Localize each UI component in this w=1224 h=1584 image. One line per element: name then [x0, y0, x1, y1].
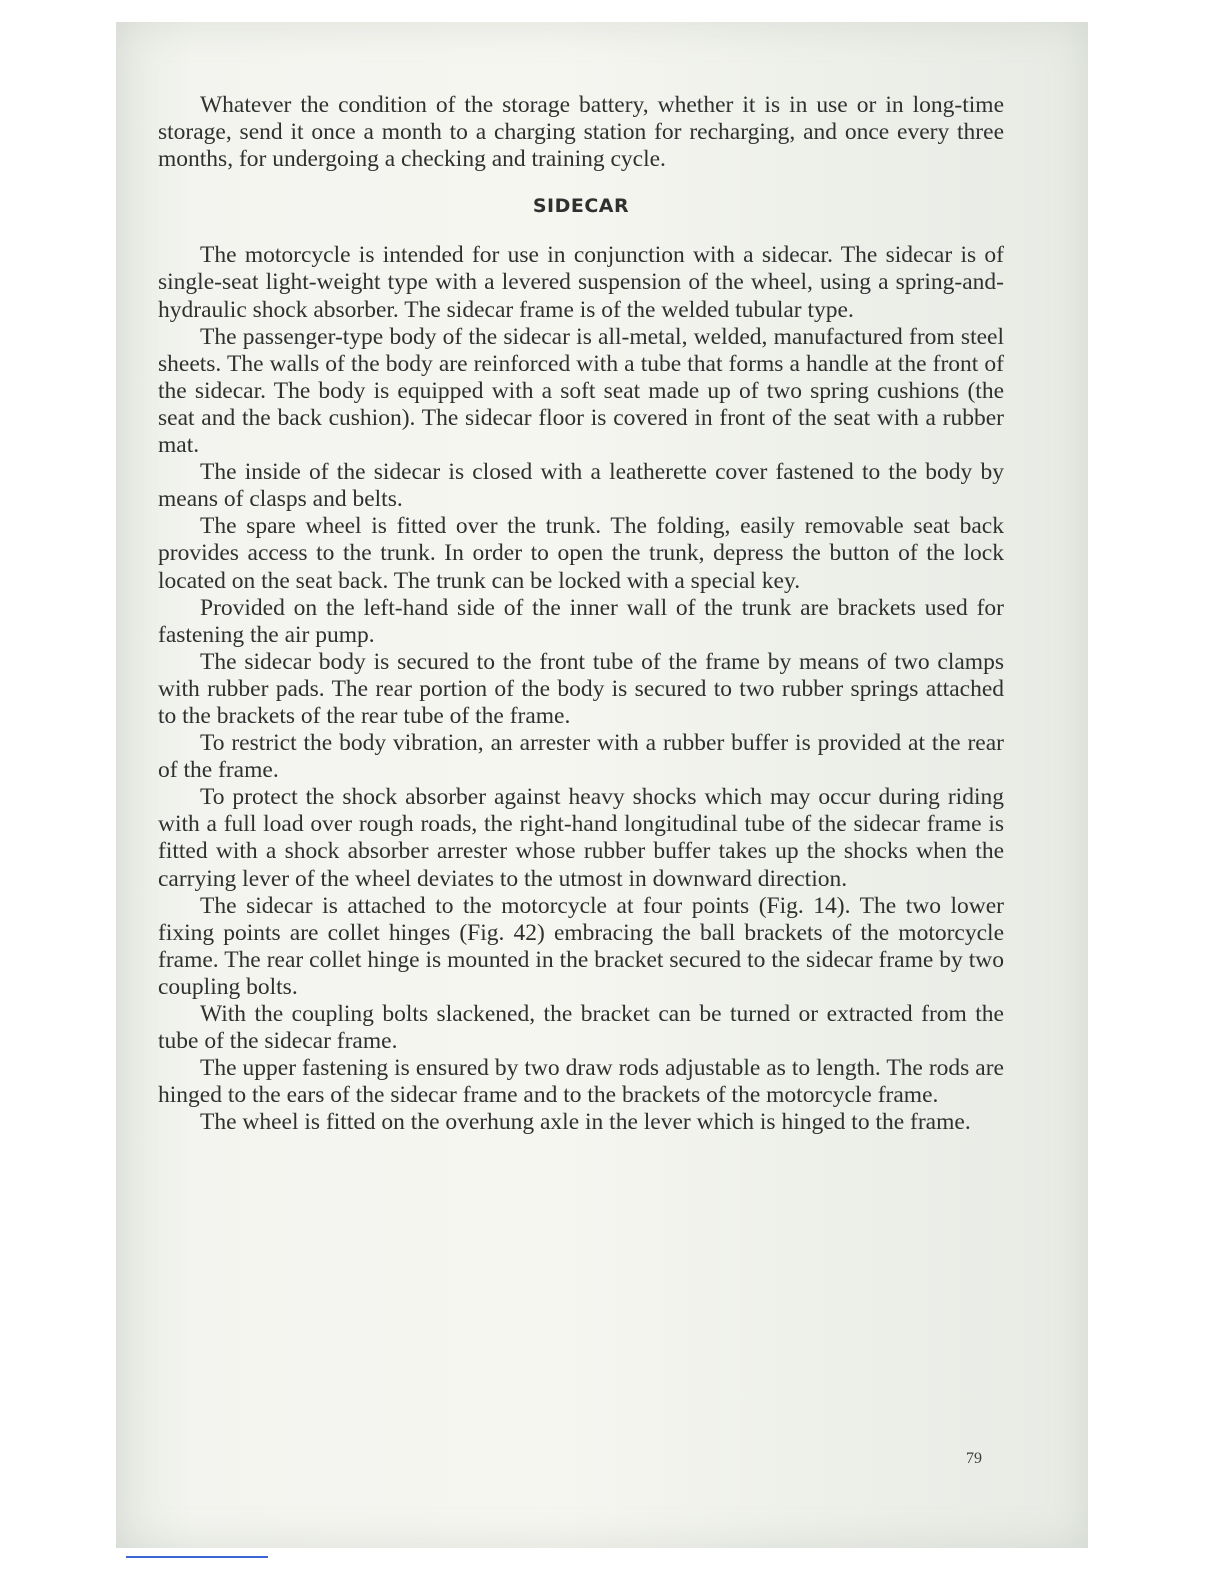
paragraph: The inside of the sidecar is closed with a leatherette cover fastened to the body by means of clasps and belts.	[158, 459, 1004, 513]
document-body	[158, 92, 1004, 1136]
footer-rule	[126, 1556, 268, 1558]
paragraph: The wheel is fitted on the overhung axle in the lever which is hinged to the frame.	[200, 1109, 971, 1136]
paragraph: To protect the shock absorber against heavy shocks which may occur during riding with a full load over rough roads, the right-hand longitudinal tube of the sidecar frame is fitted with a shock absorber arrester whose rubber buffer takes up the shocks when the carrying lever of the wheel deviates to the utmost in downward direction.	[158, 784, 1004, 892]
paragraph: The passenger-type body of the sidecar is all-metal, welded, manufactured from steel sheets. The walls of the body are reinforced with a tube that forms a handle at the front of the sidecar. The body is equipped with a soft seat made up of two spring cushions (the seat and the back cushion). The sidecar floor is covered in front of the seat with a rubber mat.	[158, 323, 1004, 459]
paragraph: The sidecar is attached to the motorcycle at four points (Fig. 14). The two lower fixing points are collet hinges (Fig. 42) embracing the ball brackets of the motorcycle frame. The rear collet hinge is mounted in the bracket secured to the sidecar frame by two coupling bolts.	[158, 892, 1004, 1000]
paragraph: To restrict the body vibration, an arrester with a rubber buffer is provided at the rear of the frame.	[158, 730, 1004, 784]
paragraph: The sidecar body is secured to the front tube of the frame by means of two clamps with rubber pads. The rear portion of the body is secured to two rubber springs attached to the brackets of the rear tube of the frame.	[158, 648, 1004, 729]
paragraph: Provided on the left-hand side of the inner wall of the trunk are brackets used for fastening the air pump.	[158, 594, 1004, 648]
page-number: 79	[966, 1450, 982, 1467]
paragraph: The motorcycle is intended for use in conjunction with a sidecar. The sidecar is of single-seat light-weight type with a levered suspension of the wheel, using a spring-and-hydraulic shock absorber. The sidecar frame is of the welded tubular type.	[158, 242, 1004, 323]
paragraph: With the coupling bolts slackened, the bracket can be turned or extracted from the tube of the sidecar frame.	[158, 1001, 1004, 1055]
intro-paragraph: Whatever the condition of the storage battery, whether it is in use or in long-time storage, send it once a month to a charging station for recharging, and once every three months, for undergoing a checking and training cycle.	[158, 92, 1004, 173]
paragraph: The upper fastening is ensured by two draw rods adjustable as to length. The rods are hinged to the ears of the sidecar frame and to the brackets of the motorcycle frame.	[158, 1055, 1004, 1109]
section-heading: SIDECAR	[532, 195, 630, 218]
paragraph: The spare wheel is fitted over the trunk. The folding, easily removable seat back provides access to the trunk. In order to open the trunk, depress the button of the lock located on the seat back. The trunk can be locked with a special key.	[158, 513, 1004, 594]
